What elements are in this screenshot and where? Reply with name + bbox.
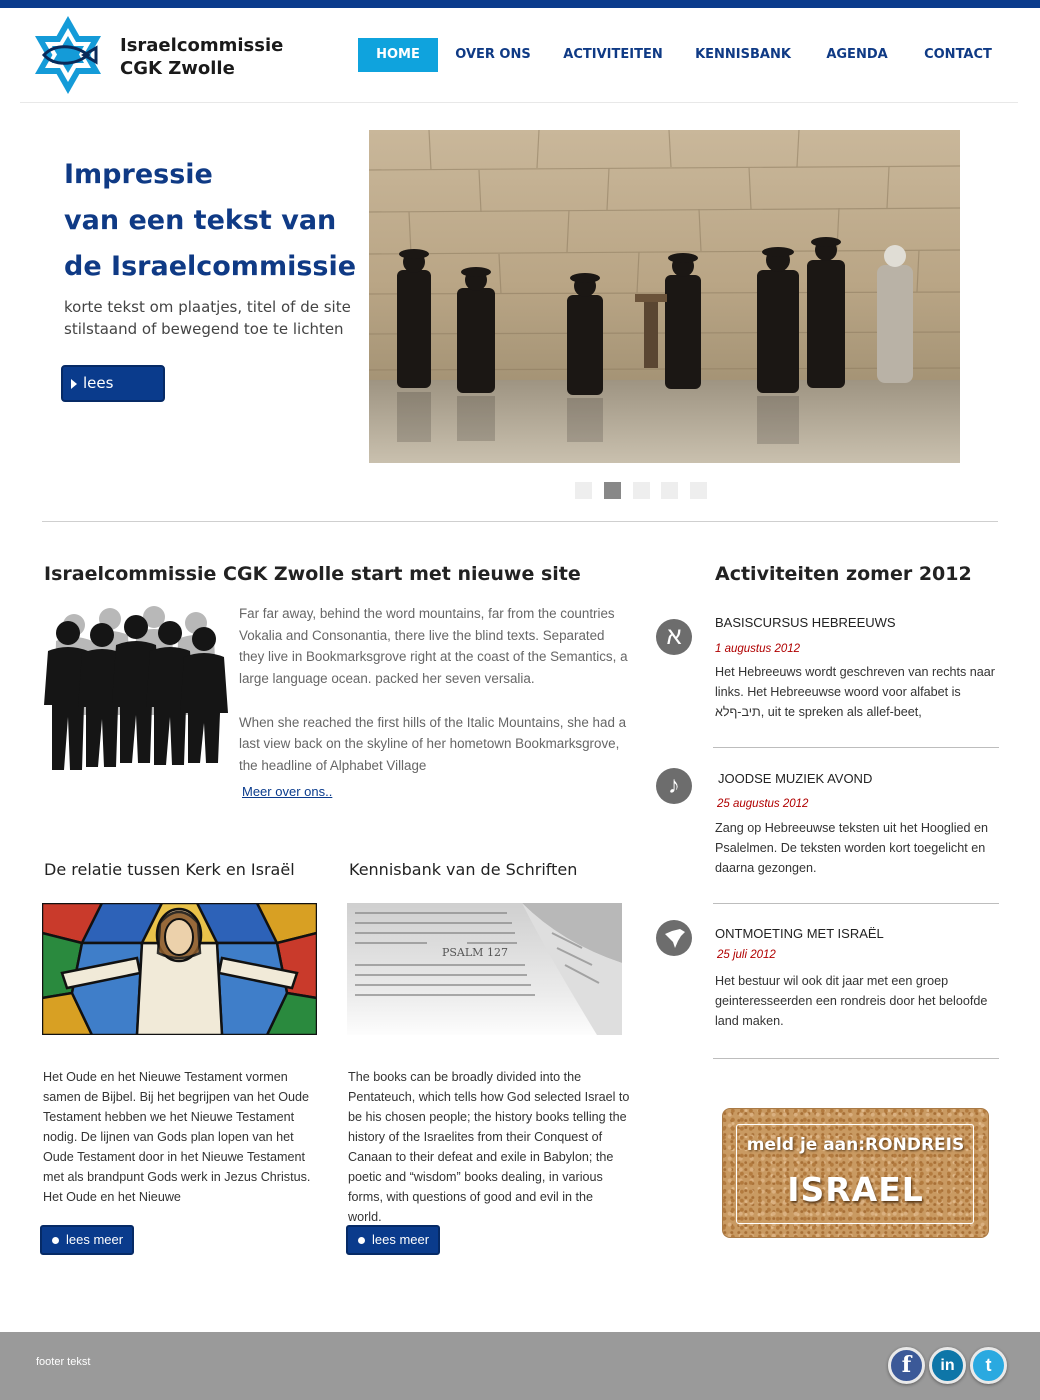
nav-activiteiten[interactable]: ACTIVITEITEN (563, 47, 663, 62)
relatie-kerk-israel-heading: De relatie tussen Kerk en Israël (44, 860, 295, 879)
slider-dot-4[interactable] (661, 482, 678, 499)
news-heading: Israelcommissie CGK Zwolle start met nieuwe site (44, 563, 581, 585)
meer-over-ons-link[interactable]: Meer over ons.. (242, 784, 333, 799)
people-silhouette-image (42, 605, 228, 773)
lees-meer-label-2: lees meer (372, 1232, 430, 1247)
activity-3-text: Het bestuur wil ook dit jaar met een groep geinteresseerden een rondreis door het beloofde land maken. (715, 974, 988, 1028)
slider-dot-2[interactable] (604, 482, 621, 499)
bullet-icon (358, 1237, 365, 1244)
slider-dot-5[interactable] (690, 482, 707, 499)
psalm-label: PSALM 127 (442, 946, 508, 959)
facebook-icon[interactable]: f (888, 1347, 925, 1384)
section-divider (42, 521, 998, 522)
lees-meer-button-2[interactable] (346, 1225, 440, 1255)
nav-agenda[interactable]: AGENDA (826, 47, 888, 62)
lees-verder-label: lees verder (83, 374, 132, 425)
hero-title-line3: de Israelcommissie (64, 251, 357, 282)
stained-glass-jesus-image[interactable] (42, 903, 317, 1035)
activity-divider (713, 747, 999, 748)
lees-verder-button[interactable] (61, 365, 165, 425)
activity-1-title[interactable]: BASISCURSUS HEBREEUWS (715, 615, 896, 630)
activity-1-text: Het Hebreeuws wordt geschreven van rechts naar links. Het Hebreeuwse woord voor alfabet is תיב-ףלא, uit te spreken als allef-beet, (715, 665, 996, 719)
aleph-icon: א (656, 619, 692, 655)
kennisbank-heading: Kennisbank van de Schriften (349, 860, 578, 879)
hero-title-line2: van een tekst van (64, 205, 337, 236)
banner-line2: ISRAEL (787, 1170, 924, 1209)
hero-title-line1: Impressie (64, 159, 213, 190)
brand-name-line2: CGK Zwolle (120, 58, 235, 79)
relatie-kerk-israel-text: Het Oude en het Nieuwe Testament vormen samen de Bijbel. Bij het begrijpen van het Oude Testament hebben we het Nieuwe Testament nodig. De lijnen van Gods plan lopen van het Oude Testament door in het Nieuwe Testament met als brandpunt Gods werk in Jezus Christus. Het Oude en het Nieuwe (43, 1070, 311, 1204)
activity-2-date: 25 augustus 2012 (717, 798, 809, 810)
activity-3-date: 25 juli 2012 (717, 949, 776, 961)
slider-dot-3[interactable] (633, 482, 650, 499)
play-arrow-icon (71, 379, 77, 389)
nav-over-ons[interactable]: OVER ONS (455, 47, 531, 62)
hero-subtitle-line1: korte tekst om plaatjes, titel of de site (64, 298, 351, 316)
lees-meer-label-1: lees meer (66, 1232, 124, 1247)
music-note-icon: ♪ (656, 768, 692, 804)
activities-heading: Activiteiten zomer 2012 (715, 563, 972, 585)
banner-line1: meld je aan:RONDREIS (746, 1135, 965, 1155)
hero-subtitle (64, 296, 354, 340)
israel-map-shape (656, 920, 692, 956)
hero-title (64, 152, 356, 290)
bullet-icon (52, 1237, 59, 1244)
nav-contact[interactable]: CONTACT (924, 47, 992, 62)
kennisbank-text: The books can be broadly divided into the Pentateuch, which tells how God selected Israel to be his chosen people; the history books telling the history of the Israelites from their Conquest of Canaan to their defeat and exile in Babylon; the poetic and “wisdom” books dealing, in various forms, with questions of good and evil in the world. (348, 1070, 630, 1224)
lees-meer-button-1[interactable] (40, 1225, 134, 1255)
rondreis-israel-banner[interactable] (722, 1108, 989, 1238)
footer-text: footer tekst (36, 1356, 91, 1368)
linkedin-icon[interactable]: in (929, 1347, 966, 1384)
slider-dot-1[interactable] (575, 482, 592, 499)
nav-home[interactable]: HOME (358, 38, 438, 72)
header-divider (20, 102, 1018, 103)
open-bible-image[interactable] (347, 903, 622, 1035)
news-body (239, 603, 631, 777)
activity-divider (713, 903, 999, 904)
activity-2-title[interactable]: JOODSE MUZIEK AVOND (718, 771, 873, 786)
activity-2-text: Zang op Hebreeuwse teksten uit het Hooglied en Psalelmen. De teksten worden kort toegelicht en daarna gezongen. (715, 821, 989, 875)
main-nav (0, 38, 1040, 72)
news-paragraph-2: When she reached the first hills of the Italic Mountains, she had a last view back on the skyline of her hometown Bookmarksgrove, the headline of Alphabet Village (239, 714, 627, 773)
hero-subtitle-line2: stilstaand of bewegend toe te lichten (64, 320, 344, 338)
top-accent-bar (0, 0, 1040, 8)
brand-name-line1: Israelcommissie (120, 35, 284, 56)
activity-1-date: 1 augustus 2012 (715, 643, 801, 655)
nav-kennisbank[interactable]: KENNISBANK (695, 47, 791, 62)
activity-divider (713, 1058, 999, 1059)
activity-3-title[interactable]: ONTMOETING MET ISRAËL (715, 926, 884, 941)
hero-image-western-wall[interactable] (369, 130, 960, 463)
israel-map-icon (656, 920, 692, 956)
news-paragraph-1: Far far away, behind the word mountains, far from the countries Vokalia and Consonantia, there live the blind texts. Separated they live in Bookmarksgrove right at the coast of the Semantics, a large language ocean. packed her seven versalia. (239, 606, 628, 687)
twitter-icon[interactable]: t (970, 1347, 1007, 1384)
footer (0, 1332, 1040, 1400)
